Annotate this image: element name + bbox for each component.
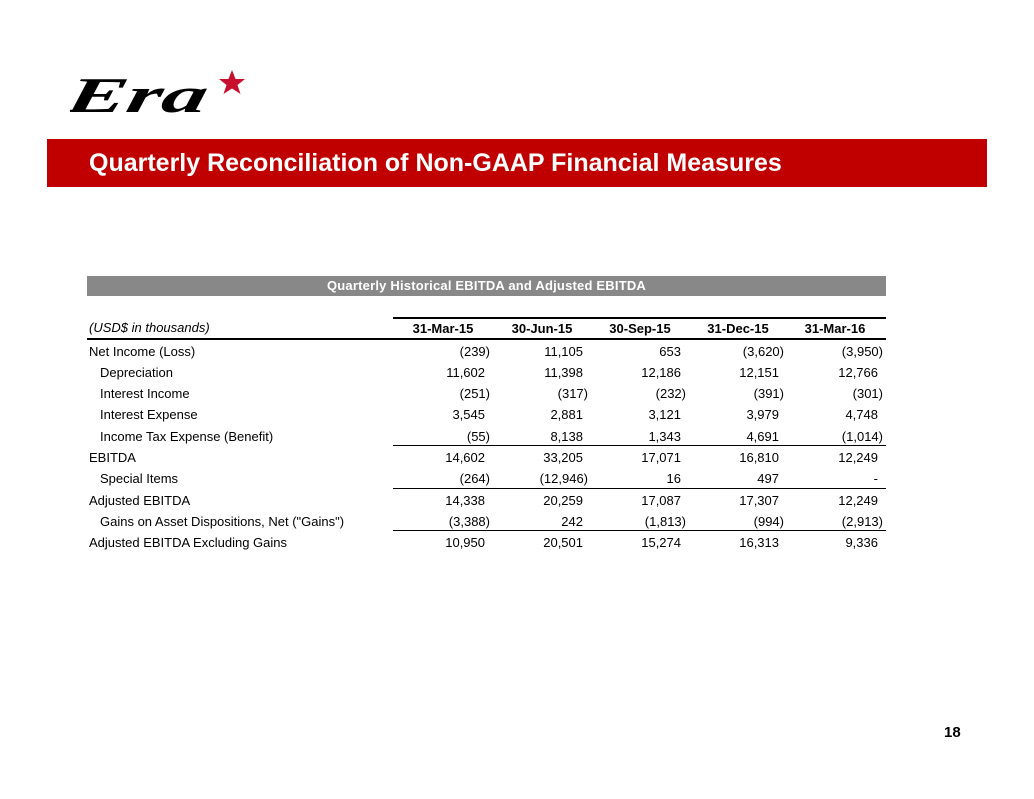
table-cell: 16: [666, 471, 681, 486]
table-cell: 16,810: [739, 450, 779, 465]
table-cell: (3,950): [841, 344, 883, 359]
table-cell: 15,274: [641, 535, 681, 550]
table-cell: (2,913): [841, 514, 883, 529]
table-cell: (391): [753, 386, 784, 401]
table-cell: 4,748: [845, 407, 878, 422]
page-number: 18: [944, 724, 961, 741]
table-cell: 17,307: [739, 493, 779, 508]
column-header-top-rule: [393, 317, 886, 319]
table-cell: 497: [757, 471, 779, 486]
column-header: 31-Mar-16: [804, 321, 866, 336]
table-cell: 3,979: [746, 407, 779, 422]
table-row: [0, 404, 1034, 425]
era-logo-graphic: [70, 66, 250, 120]
table-cell: (232): [655, 386, 686, 401]
table-cell: (3,620): [742, 344, 784, 359]
table-row: [0, 511, 1034, 532]
table-cell: 17,071: [641, 450, 681, 465]
star-icon: [219, 70, 245, 94]
row-label: Interest Expense: [100, 407, 198, 422]
table-row: [0, 532, 1034, 553]
table-cell: 11,105: [544, 344, 583, 359]
table-cell: (264): [459, 471, 490, 486]
table-cell: 3,545: [452, 407, 485, 422]
table-cell: 20,259: [543, 493, 583, 508]
table-row: [0, 341, 1034, 362]
table-cell: 12,249: [838, 450, 878, 465]
table-cell: 16,313: [739, 535, 779, 550]
table-cell: 3,121: [648, 407, 681, 422]
table-cell: 14,602: [445, 450, 485, 465]
table-cell: -: [873, 471, 878, 486]
table-cell: (1,014): [841, 429, 883, 444]
table-cell: 11,398: [544, 365, 583, 380]
table-cell: (12,946): [539, 471, 588, 486]
table-cell: 12,249: [838, 493, 878, 508]
row-label: Special Items: [100, 471, 179, 486]
table-row: [0, 426, 1034, 447]
table-row: [0, 447, 1034, 468]
table-cell: 14,338: [445, 493, 485, 508]
subtotal-rule: [393, 530, 886, 531]
table-title: Quarterly Historical EBITDA and Adjusted EBITDA: [87, 276, 886, 296]
column-header-bottom-rule: [87, 338, 886, 340]
row-label: Gains on Asset Dispositions, Net ("Gains"): [100, 514, 345, 529]
table-cell: 33,205: [543, 450, 583, 465]
table-cell: 12,766: [838, 365, 878, 380]
table-cell: 12,151: [739, 365, 779, 380]
table-cell: 8,138: [550, 429, 583, 444]
row-label: Interest Income: [100, 386, 190, 401]
table-cell: 11,602: [446, 365, 485, 380]
table-cell: (994): [753, 514, 784, 529]
era-logo: [70, 66, 250, 120]
table-cell: 653: [659, 344, 681, 359]
column-header: 30-Sep-15: [609, 321, 671, 336]
row-label: Adjusted EBITDA: [89, 493, 191, 508]
table-cell: 242: [561, 514, 583, 529]
table-cell: 2,881: [550, 407, 583, 422]
subtotal-rule: [393, 488, 886, 489]
table-cell: 10,950: [445, 535, 485, 550]
row-label: Income Tax Expense (Benefit): [100, 429, 274, 444]
page-title: Quarterly Reconciliation of Non-GAAP Financial Measures: [89, 149, 782, 177]
row-label: Net Income (Loss): [89, 344, 196, 359]
table-cell: 4,691: [746, 429, 779, 444]
column-header: 31-Mar-15: [412, 321, 474, 336]
table-cell: (317): [557, 386, 588, 401]
table-cell: (239): [459, 344, 490, 359]
units-label: (USD$ in thousands): [89, 320, 210, 335]
svg-text:Era: Era: [70, 67, 152, 120]
column-header: 30-Jun-15: [511, 321, 573, 336]
row-label: EBITDA: [89, 450, 136, 465]
table-cell: (55): [466, 429, 490, 444]
table-cell: 9,336: [845, 535, 878, 550]
table-cell: (301): [852, 386, 883, 401]
row-label: Depreciation: [100, 365, 173, 380]
table-row: [0, 383, 1034, 404]
table-cell: 1,343: [648, 429, 681, 444]
subtotal-rule: [393, 445, 886, 446]
title-banner: [47, 139, 987, 187]
table-cell: 17,087: [641, 493, 681, 508]
table-cell: (251): [459, 386, 490, 401]
table-cell: (1,813): [644, 514, 686, 529]
row-label: Adjusted EBITDA Excluding Gains: [89, 535, 287, 550]
table-cell: (3,388): [448, 514, 490, 529]
column-header: 31-Dec-15: [707, 321, 769, 336]
table-row: [0, 362, 1034, 383]
table-cell: 12,186: [641, 365, 681, 380]
table-row: [0, 468, 1034, 489]
table-row: [0, 490, 1034, 511]
table-cell: 20,501: [543, 535, 583, 550]
